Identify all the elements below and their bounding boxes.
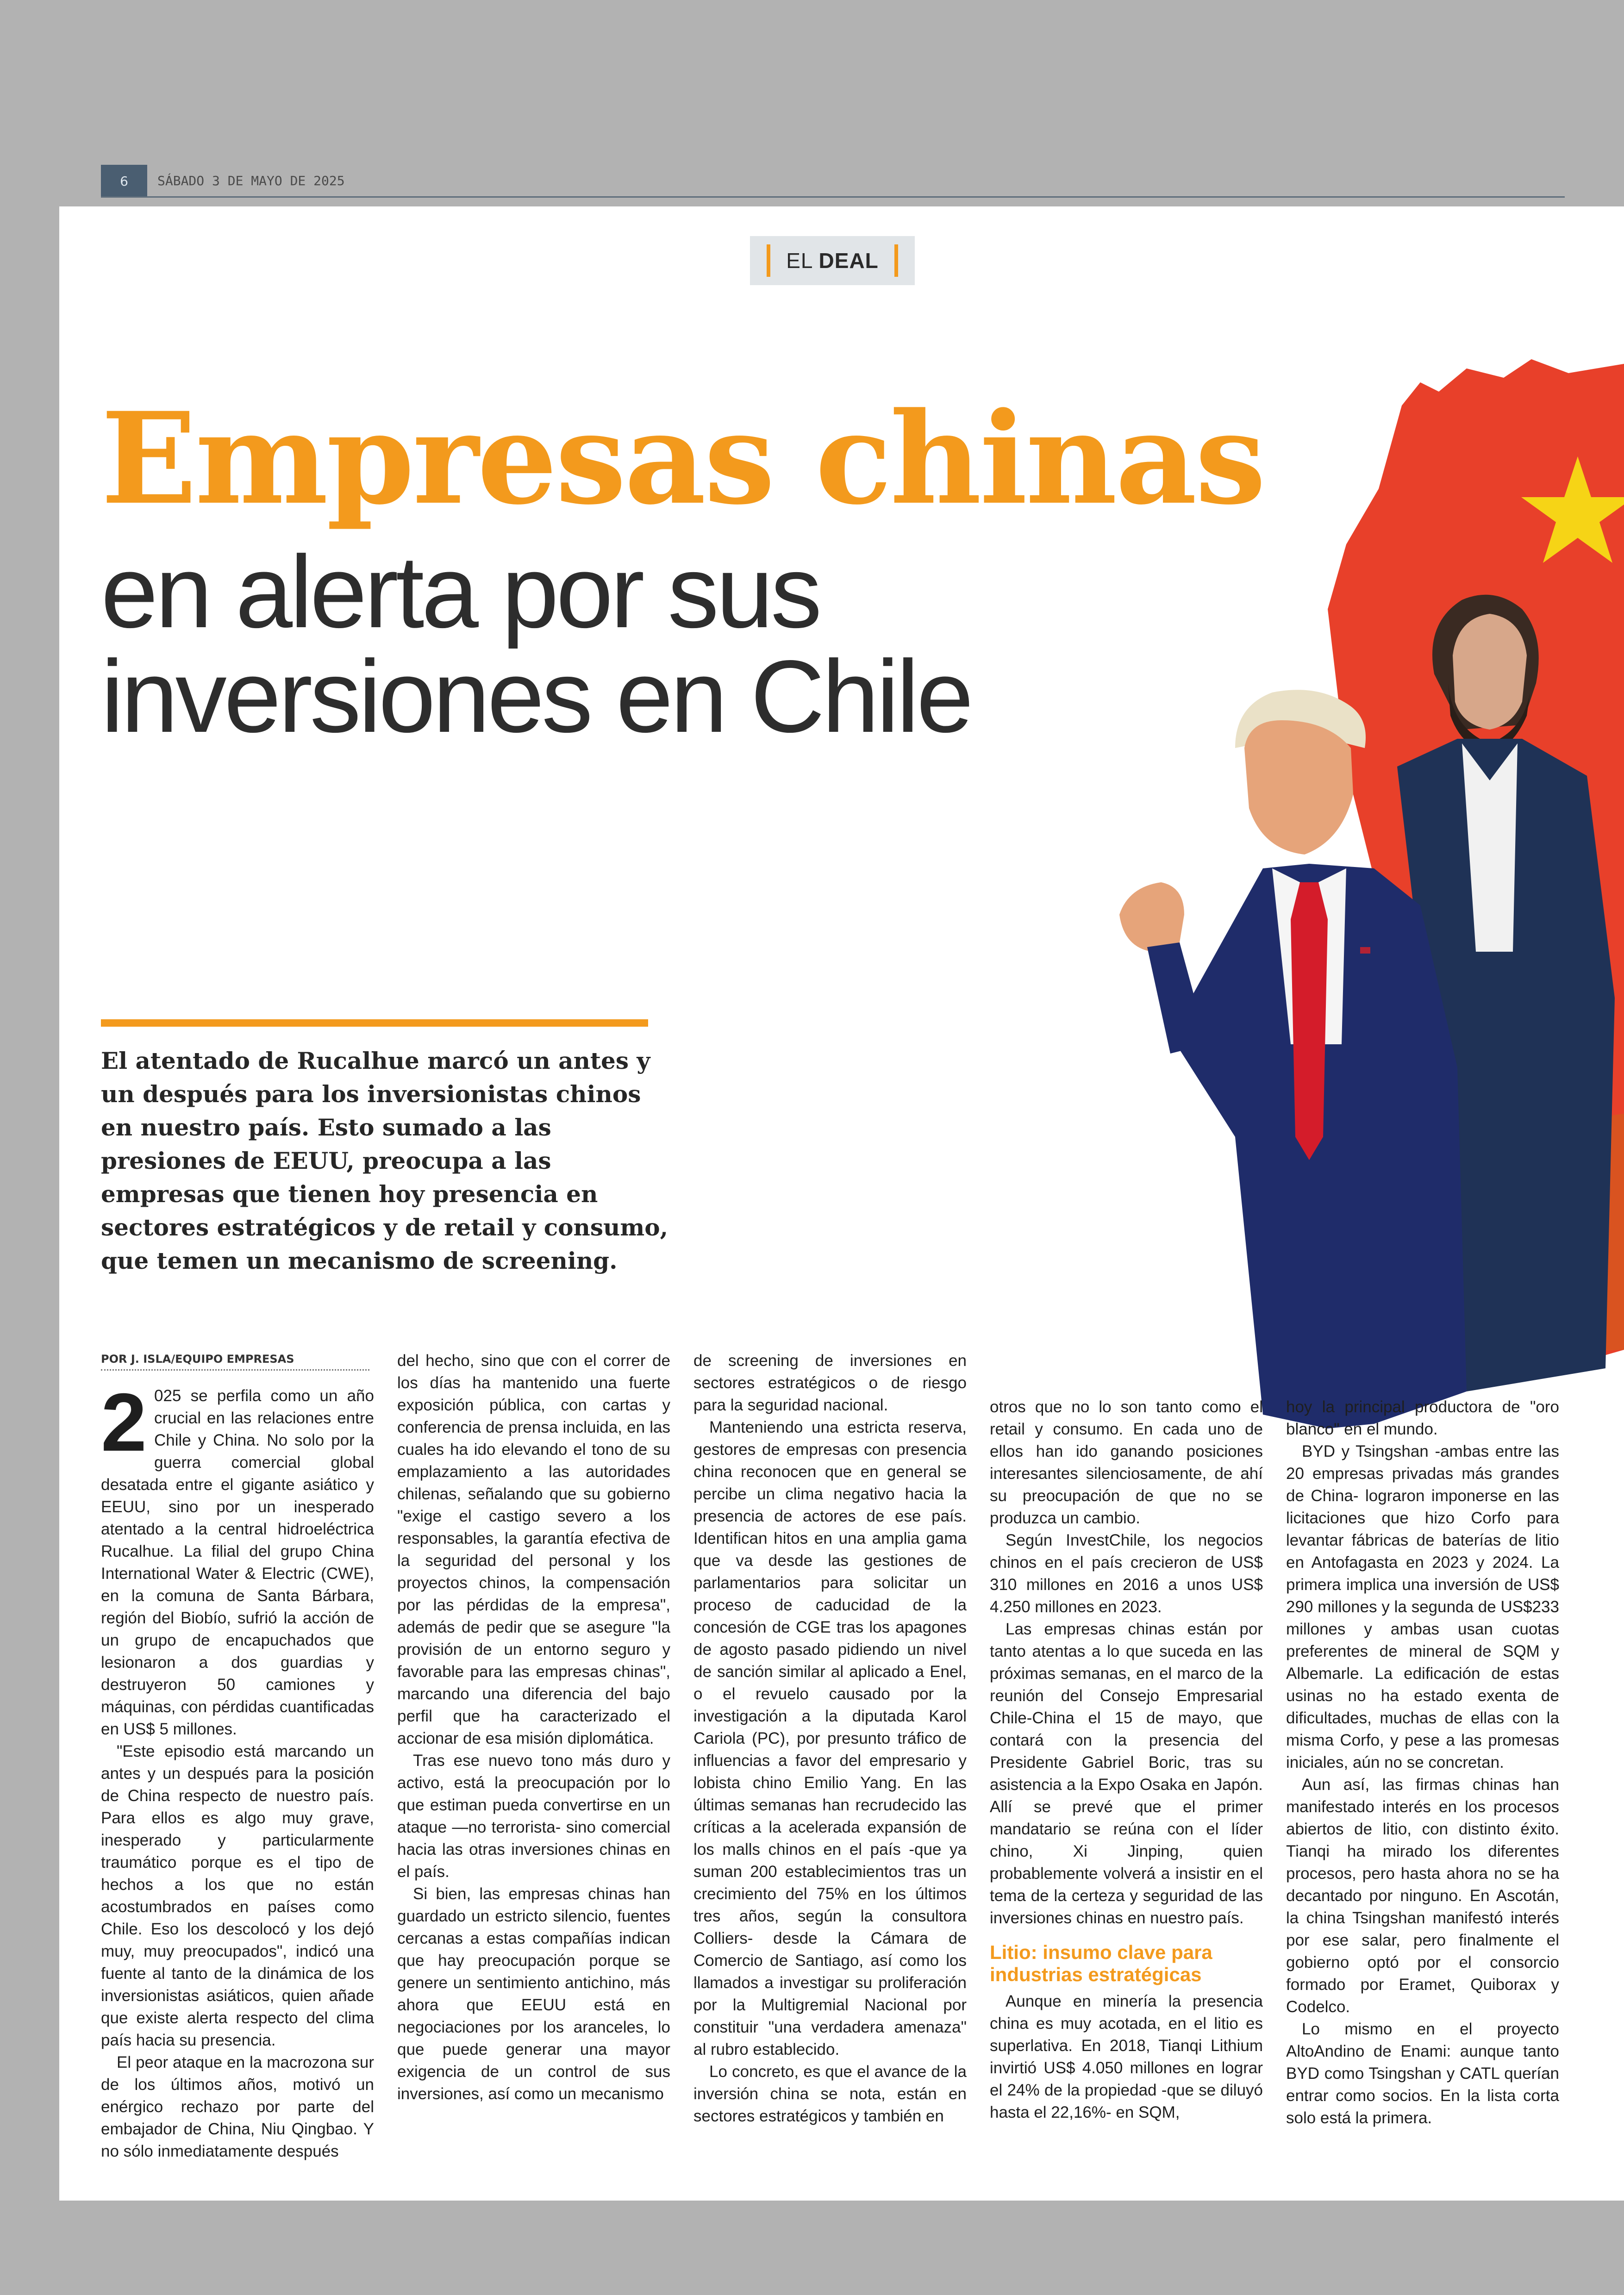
folio-divider: [101, 196, 1565, 198]
issue-date: SÁBADO 3 DE MAYO DE 2025: [157, 173, 345, 188]
headline: Empresas chinas: [101, 385, 1264, 533]
paragraph: otros que no lo son tanto como el retail y consumo. En cada uno de ellos han ido ganando posiciones interesantes silenciosamente, de ahí su preocupación de que no se produzca un cambio.: [990, 1398, 1263, 1527]
paragraph: del hecho, sino que con el correr de los días ha mantenido una fuerte exposición pública, con cartas y conferencia de prensa incluida, en las cuales ha ido elevando el tono de su emplazamiento a las autoridades chilenas, señalando que su gobierno "exige el castigo severo a los responsables, la garantía efectiva de la seguridad del personal y los proyectos chinos, la compensación por las pérdidas de la empresa", además de pedir que se asegure "la provisión de un entorno seguro y favorable para las empresas chinas", marcando una diferencia del bajo perfil que ha caracterizado el accionar de esa misión diplomática.: [397, 1352, 670, 1747]
paragraph: Lo mismo en el proyecto AltoAndino de Enami: aunque tanto BYD como Tsingshan y CATL querían entrar como socios. En la lista corta solo está la primera.: [1286, 2020, 1559, 2127]
paragraph: de screening de inversiones en sectores estratégicos o de riesgo para la seguridad nacional.: [693, 1352, 967, 1414]
section-tag-left-bar: [767, 244, 770, 277]
page-number: 6: [101, 165, 147, 197]
standfirst: El atentado de Rucalhue marcó un antes y un después para los inversionistas chinos en nuestro país. Esto sumado a las presiones de EEUU, preocupa a las empresas que tienen hoy presencia en sectores estratégicos y de retail y consumo, que temen un mecanismo de screening.: [101, 1047, 668, 1274]
paragraph: El peor ataque en la macrozona sur de los últimos años, motivó un enérgico rechazo por parte del embajador de China, Niu Qingbao. Y no sólo inmediatamente después: [101, 2053, 374, 2160]
subheadline: en alerta por sus inversiones en Chile: [101, 535, 971, 755]
paragraph: Según InvestChile, los negocios chinos en el país crecieron de US$ 310 millones en 2016 a unos US$ 4.250 millones en 2023.: [990, 1531, 1263, 1616]
byline: POR J. ISLA/EQUIPO EMPRESAS: [101, 1353, 369, 1371]
paragraph: Si bien, las empresas chinas han guardado un estricto silencio, fuentes cercanas a estas compañías indican que hay preocupación porque se genere un sentimiento antichino, más ahora que EEUU está en negociaciones por los aranceles, lo que puede generar una mayor exigencia de un control de sus inversiones, así como un mecanismo: [397, 1885, 670, 2103]
section-subheading: Litio: insumo clave para industrias estratégicas: [990, 1941, 1212, 1985]
paragraph: Manteniendo una estricta reserva, gestores de empresas con presencia china reconocen que en general se percibe un clima negativo hacia la presencia de actores de ese país. Identifican hitos en una amplia gama que va desde las gestiones de parlamentarios para solicitar un proceso de caducidad de la concesión de CGE tras los apagones de agosto pasado pidiendo un nivel de sanción similar al aplicado a Enel, o el revuelo causado por la investigación a la diputada Karol Cariola (PC), por presunto tráfico de influencias a favor del empresario y lobista chino Emilio Yang. En las últimas semanas han recrudecido las críticas a la acelerada expansión de los malls chinos en el país -que ya suman 200 establecimientos tras un crecimiento del 75% en los últimos tres años, según la consultora Colliers- desde la Cámara de Comercio de Santiago, así como los llamados a investigar su proliferación por la Multigremial Nacional por constituir "una verdadera amenaza" al rubro establecido.: [693, 1418, 967, 2058]
section-name: DEAL: [818, 249, 879, 273]
paragraph: Tras ese nuevo tono más duro y activo, está la preocupación por lo que estiman pueda convertirse en un ataque —no terrorista- sino comercial hacia las otras inversiones chinas en el país.: [397, 1752, 670, 1881]
article-column-4: [990, 1396, 1263, 2124]
section-prefix: EL: [786, 249, 812, 273]
paragraph: BYD y Tsingshan -ambas entre las 20 empresas privadas más grandes de China- lograron imponerse en las licitaciones que hizo Corfo para levantar fábricas de baterías de litio en Antofagasta en 2023 y 2024. La primera implica una inversión de US$ 290 millones y la segunda de US$233 millones y ambas usan cuotas preferentes de mineral de SQM y Albemarle. La edificación de estas usinas no ha estado exenta de dificultades, muchas de ellas con la misma Corfo, y pese a las promesas iniciales, aún no se concretan.: [1286, 1442, 1559, 1771]
section-tag-label: [786, 248, 879, 273]
article-column-2: [397, 1350, 670, 2105]
section-tag-right-bar: [894, 244, 898, 277]
paragraph: Aunque en minería la presencia china es muy acotada, en el litio es superlativa. En 2018, Tianqi Lithium invirtió US$ 4.050 millones en lograr el 24% de la propiedad -que se diluyó hasta el 22,16%- en SQM,: [990, 1992, 1263, 2121]
paragraph: 025 se perfila como un año crucial en las relaciones entre Chile y China. No solo por la guerra comercial global desatada entre el gigante asiático y EEUU, sino por un inesperado atentado a la central hidroeléctrica Rucalhue. La filial del grupo China International Water & Electric (CWE), en la comuna de Santa Bárbara, región del Biobío, sufrió la acción de un grupo de encapuchados que lesionaron a dos guardias y destruyeron 50 camiones y máquinas, con pérdidas cuantificadas en US$ 5 millones.: [101, 1387, 374, 1738]
paragraph: "Este episodio está marcando un antes y un después para la posición de China respecto de nuestro país. Para ellos es algo muy grave, inesperado y particularmente traumático porque es el tipo de hechos a los que no están acostumbrados en países como Chile. Eso los descolocó y los dejó muy, muy preocupados", indicó una fuente al tanto de la dinámica de los inversionistas asiáticos, quien añade que existe alerta respecto del clima país hacia su presencia.: [101, 1742, 374, 2049]
paragraph: Aun así, las firmas chinas han manifestado interés en los procesos abiertos de litio, con distinto éxito. Tianqi ha mirado los diferentes procesos, pero hasta ahora no se ha decantado por ninguno. En Ascotán, la china Tsingshan manifestó interés por ese salar, pero finalmente el gobierno optó por el consorcio formado por Eramet, Quiborax y Codelco.: [1286, 1776, 1559, 2016]
article-column-3: [693, 1350, 967, 2127]
paragraph: Lo concreto, es que el avance de la inversión china se nota, están en sectores estratégicos y también en: [693, 2063, 967, 2125]
standfirst-divider: [101, 1019, 648, 1027]
drop-cap: 2: [101, 1376, 147, 1468]
section-tag: [750, 236, 915, 285]
article-column-1: [101, 1376, 374, 2163]
paragraph: Las empresas chinas están por tanto atentas a lo que suceda en las próximas semanas, en el marco de la reunión del Consejo Empresarial Chile-China el 15 de mayo, que contará con la presencia del Presidente Gabriel Boric, tras su asistencia a la Expo Osaka en Japón. Allí se prevé que el primer mandatario se reúna con el líder chino, Xi Jinping, quien probablemente volverá a insistir en el tema de la certeza y seguridad de las inversiones chinas en nuestro país.: [990, 1620, 1263, 1927]
article-column-5: [1286, 1396, 1559, 2129]
paragraph: hoy la principal productora de "oro blanco" en el mundo.: [1286, 1398, 1559, 1438]
newspaper-page: [59, 206, 1624, 2201]
